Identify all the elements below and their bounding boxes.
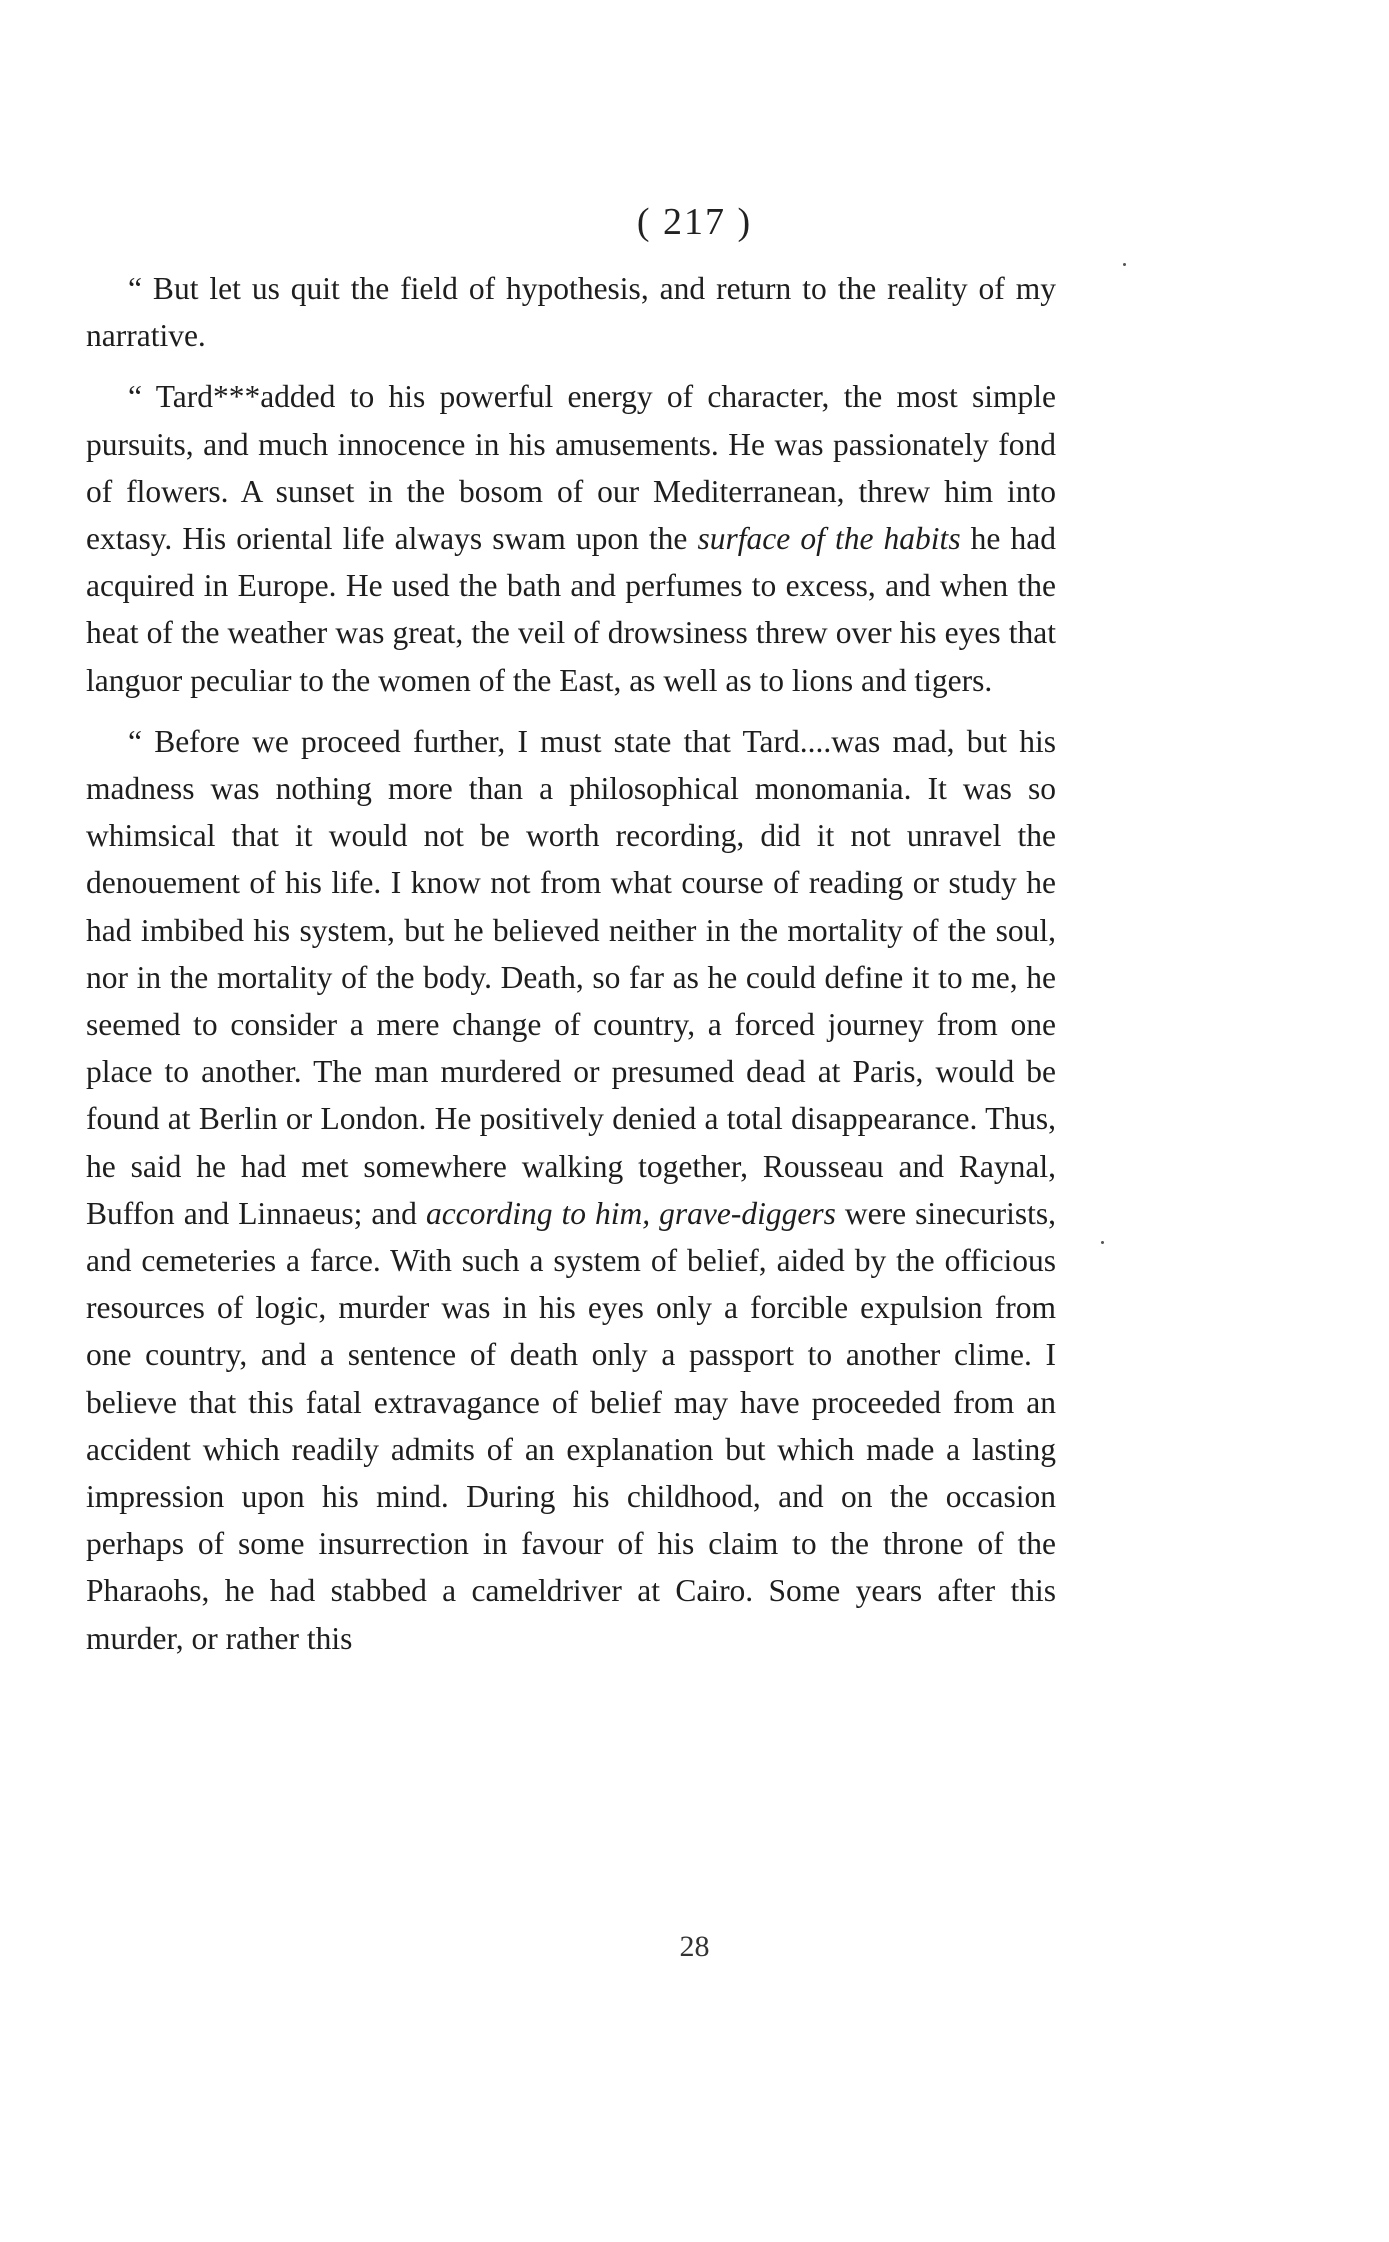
paragraph-3	[86, 718, 1056, 1662]
paragraph-1	[86, 265, 1056, 359]
paragraph-2	[86, 373, 1056, 703]
text-segment: he had acquired in Europe. He used the bath and perfumes to excess, and when the heat of the weather was great, the veil of drowsiness threw over his eyes that languor peculiar to the women of the East, as well as to lions and tigers.	[86, 521, 1056, 698]
italic-text: surface of the habits	[697, 521, 961, 557]
text-segment: were sinecurists, and cemeteries a farce. With such a system of belief, aided by the officious resources of logic, murder was in his eyes only a forcible expulsion from one country, and a sentence of death only a passport to another clime. I believe that this fatal extravagance of belief may have proceeded from an accident which readily admits of an explanation but which made a lasting impression upon his mind. During his childhood, and on the occasion perhaps of some insurrection in favour of his claim to the throne of the Pharaohs, he had stabbed a cameldriver at Cairo. Some years after this murder, or rather this	[86, 1195, 1056, 1656]
print-speck	[1101, 1241, 1104, 1244]
body-text	[86, 265, 1056, 1676]
signature-mark: 28	[679, 1930, 710, 1963]
italic-text: according to him, grave-diggers	[425, 1195, 836, 1231]
page-number: ( 217 )	[636, 201, 753, 243]
text-segment: “ Tard***added to his powerful energy of character, the most simple pursuits, and much innocence in his amusements. He was passionately fond of flowers. A sunset in the bosom of our Mediterranean, threw him into extasy. His oriental life always swam upon the	[86, 379, 1056, 557]
text-segment: “ Before we proceed further, I must state that Tard....was mad, but his madness was nothing more than a philosophical monomania. It was so whimsical that it would not be worth recording, did it not unravel the denouement of his life. I know not from what course of reading or study he had imbibed his system, but he believed neither in the mortality of the soul, nor in the mortality of the body. Death, so far as he could define it to me, he seemed to consider a mere change of country, a forced journey from one place to another. The man murdered or presumed dead at Paris, would be found at Berlin or London. He positively denied a total disappearance. Thus, he said he had met somewhere walking together, Rousseau and Raynal, Buffon and Linnaeus; and	[86, 723, 1056, 1231]
print-speck	[1123, 263, 1126, 266]
text-segment: “ But let us quit the field of hypothesis, and return to the reality of my narrative.	[86, 271, 1056, 354]
